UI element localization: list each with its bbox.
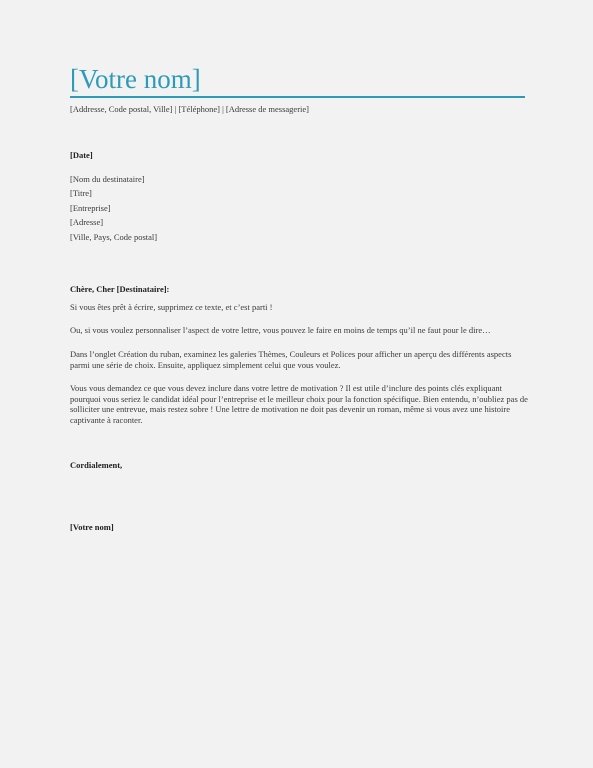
header-divider [70,96,525,98]
sender-name[interactable]: [Votre nom] [70,64,201,94]
body-paragraph[interactable]: Si vous êtes prêt à écrire, supprimez ce texte, et c’est parti ! [70,302,273,312]
recipient-company[interactable]: [Entreprise] [70,202,111,213]
body-paragraph[interactable]: Ou, si vous voulez personnaliser l’aspect de votre lettre, vous pouvez le faire en moins de temps qu’il ne faut pour le dire… [70,325,491,335]
contact-line[interactable]: [Addresse, Code postal, Ville] | [Téléphone] | [Adresse de messagerie] [70,104,310,114]
signature-name[interactable]: [Votre nom] [70,522,114,532]
recipient-name[interactable]: [Nom du destinataire] [70,174,145,184]
date-field[interactable]: [Date] [70,150,93,160]
recipient-address[interactable]: [Adresse] [70,217,104,228]
recipient-city[interactable]: [Ville, Pays, Code postal] [70,231,158,242]
body-paragraph[interactable]: Dans l’onglet Création du ruban, examinez les galeries Thèmes, Couleurs et Polices pour afficher un aperçu des différents aspects parmi une série de choix. Ensuite, appliquez simplement celui que vous voulez. [70,349,512,370]
body-paragraph[interactable]: Vous vous demandez ce que vous devez inclure dans votre lettre de motivation ? Il est utile d’inclure des points clés expliquant pourquoi vous seriez le candidat idéal pour l’entreprise et le meilleur choix pour la fonction spécifique. Bien entendu, n’oubliez pas de solliciter une entrevue, mais restez sobre ! Une lettre de motivation ne doit pas devenir un roman, même si vous avez une histoire captivante à raconter. [70,383,528,425]
greeting[interactable]: Chère, Cher [Destinataire]: [70,284,170,294]
closing[interactable]: Cordialement, [70,460,123,470]
recipient-title[interactable]: [Titre] [70,188,92,199]
recipient-block [70,173,157,245]
